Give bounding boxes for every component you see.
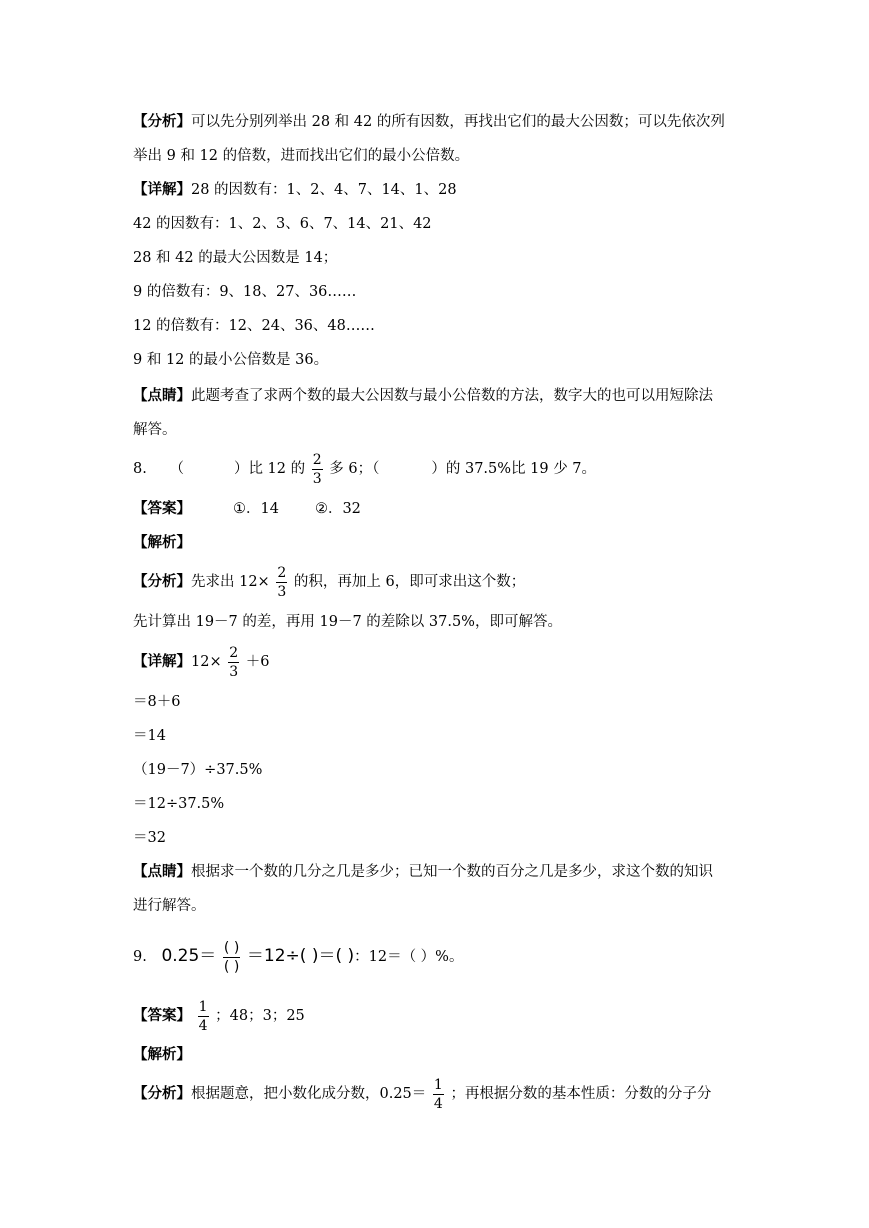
step-line: ＝32 bbox=[133, 830, 166, 846]
jiexi-label: 【解析】 bbox=[133, 534, 191, 551]
point-line: 进行解答。 bbox=[133, 898, 206, 914]
detail-line: 12 的倍数有：12、24、36、48…… bbox=[133, 318, 375, 334]
fraction: $\frac{2}{3}$ bbox=[229, 644, 239, 680]
point-line: 【点睛】此题考查了求两个数的最大公因数与最小公倍数的方法，数字大的也可以用短除法 bbox=[133, 387, 713, 404]
detail-line: 【详解】12× $\frac{2}{3}$ ＋6 bbox=[133, 644, 270, 680]
fraction: $\frac{( )}{( )}$ bbox=[223, 939, 240, 975]
analysis-line: 【分析】可以先分别列举出 28 和 42 的所有因数，再找出它们的最大公因数；可以先依次列 bbox=[133, 113, 725, 130]
analysis-line: 【分析】先求出 12× $\frac{2}{3}$ 的积，再加上 6，即可求出这个数； bbox=[133, 564, 526, 600]
step-line: （19－7）÷37.5% bbox=[133, 762, 263, 778]
analysis-line: 先计算出 19－7 的差，再用 19－7 的差除以 37.5%，即可解答。 bbox=[133, 614, 562, 630]
answer-line: 【答案】 ①．14 ②．32 bbox=[133, 500, 361, 517]
question-8: 8. （ ）比 12 的 $\frac{2}{3}$ 多 6；（ ）的 37.5%比 19 少 7。 bbox=[133, 451, 597, 487]
point-line: 【点睛】根据求一个数的几分之几是多少；已知一个数的百分之几是多少，求这个数的知识 bbox=[133, 863, 713, 880]
fraction: $\frac{1}{4}$ bbox=[198, 998, 208, 1034]
step-line: ＝12÷37.5% bbox=[133, 796, 225, 812]
detail-line: 【详解】28 的因数有：1、2、4、7、14、1、28 bbox=[133, 181, 457, 198]
analysis-line: 【分析】根据题意，把小数化成分数，0.25＝ $\frac{1}{4}$ ；再根据分数的基本性质：分数的分子分 bbox=[133, 1076, 712, 1112]
detail-line: 28 和 42 的最大公因数是 14； bbox=[133, 250, 338, 266]
answer-line: 【答案】 $\frac{1}{4}$ ；48；3；25 bbox=[133, 998, 305, 1034]
step-line: ＝8＋6 bbox=[133, 694, 181, 710]
jiexi-label: 【解析】 bbox=[133, 1046, 191, 1063]
detail-line: 42 的因数有：1、2、3、6、7、14、21、42 bbox=[133, 216, 432, 232]
fraction: $\frac{1}{4}$ bbox=[433, 1076, 443, 1112]
step-line: ＝14 bbox=[133, 728, 166, 744]
detail-line: 9 和 12 的最小公倍数是 36。 bbox=[133, 352, 329, 368]
analysis-line: 举出 9 和 12 的倍数，进而找出它们的最小公倍数。 bbox=[133, 148, 470, 164]
point-line: 解答。 bbox=[133, 422, 177, 438]
fraction: $\frac{2}{3}$ bbox=[312, 451, 322, 487]
fraction: $\frac{2}{3}$ bbox=[277, 564, 287, 600]
detail-line: 9 的倍数有：9、18、27、36…… bbox=[133, 284, 357, 300]
question-9: 9. 0.25＝ $\frac{( )}{( )}$ ＝12÷( )＝( )：12＝（ ）%。 bbox=[133, 939, 464, 975]
